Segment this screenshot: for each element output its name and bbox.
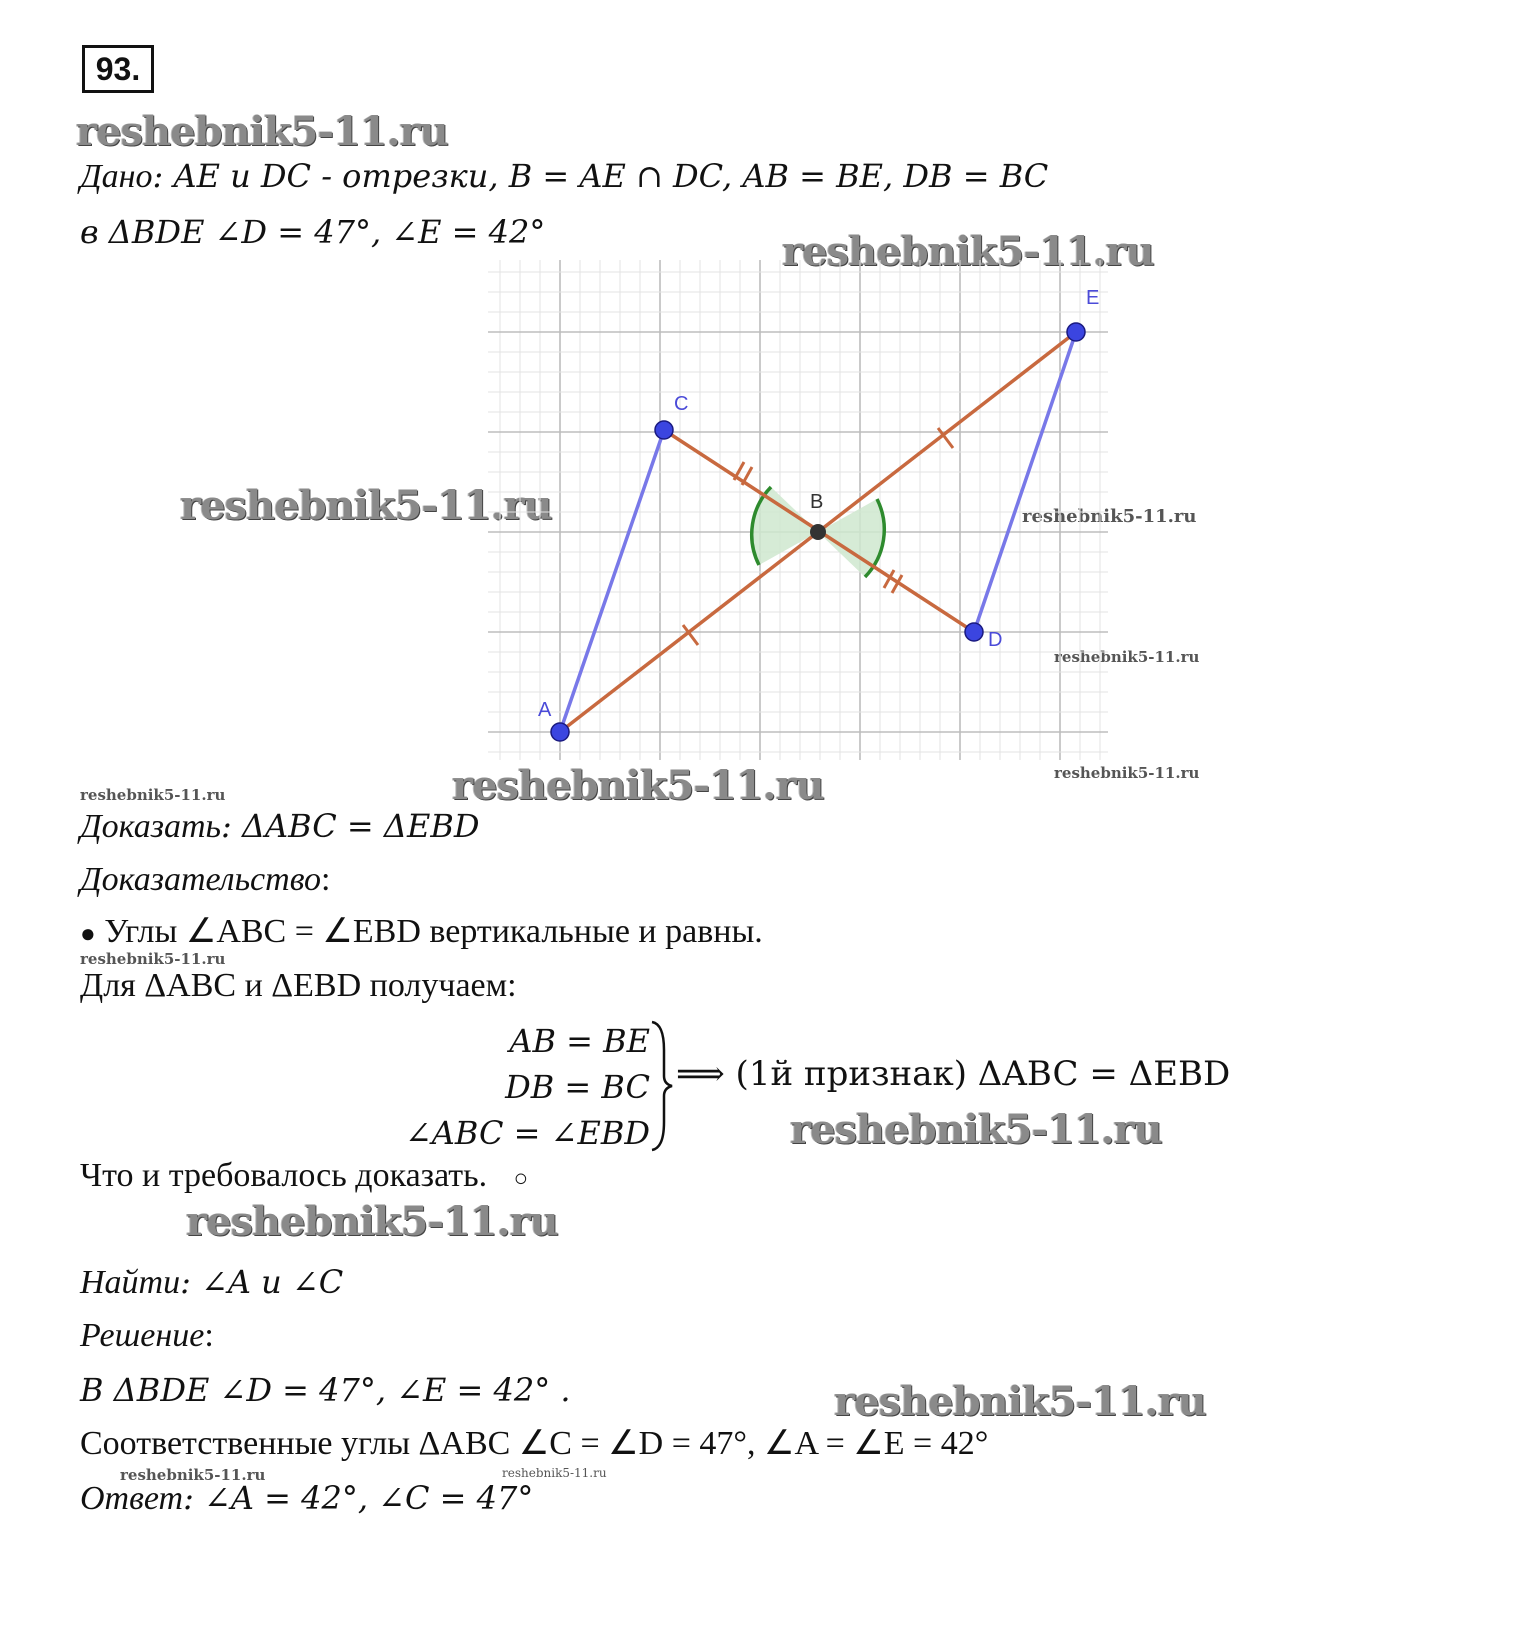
watermark: reshebnik5-11.ru	[186, 1198, 558, 1245]
point-c	[655, 421, 673, 439]
watermark: reshebnik5-11.ru	[180, 482, 552, 529]
watermark: reshebnik5-11.ru	[1054, 764, 1200, 782]
point-d	[965, 623, 983, 641]
point-b	[810, 524, 826, 540]
given-line-2: в ΔBDE ∠D = 47°, ∠E = 42°	[80, 213, 546, 251]
proof-line-1-text: Углы ∠ABC = ∠EBD вертикальные и равны.	[104, 913, 763, 950]
segment-ac	[560, 430, 664, 732]
watermark: reshebnik5-11.ru	[502, 1466, 607, 1480]
bullet: ●	[80, 919, 96, 948]
system-eq-3: ∠ABC = ∠EBD	[404, 1114, 650, 1152]
solution-colon: :	[204, 1317, 214, 1354]
find-label: Найти	[80, 1264, 181, 1301]
label-d: D	[988, 629, 1003, 651]
label-a: A	[538, 699, 552, 721]
find-line	[80, 1262, 343, 1303]
qed-text: Что и требовалось доказать.	[80, 1157, 488, 1194]
qed-mark: ○	[513, 1166, 529, 1192]
proof-line-1	[80, 912, 763, 954]
answer-label: Ответ	[80, 1480, 184, 1517]
qed-line	[80, 1156, 528, 1199]
find-text: : ∠A и ∠C	[180, 1263, 344, 1301]
watermark: reshebnik5-11.ru	[76, 108, 448, 155]
watermark: reshebnik5-11.ru	[80, 950, 226, 968]
proof-line-2: Для ΔABC и ΔEBD получаем:	[80, 967, 517, 1004]
watermark: reshebnik5-11.ru	[1054, 648, 1200, 666]
label-e: E	[1086, 287, 1100, 309]
watermark: reshebnik5-11.ru	[834, 1378, 1206, 1425]
proof-colon: :	[321, 861, 331, 898]
given-text: : AE и DC - отрезки, B = AE ∩ DC, AB = BE, DB = BC	[152, 157, 1049, 195]
watermark: reshebnik5-11.ru	[120, 1466, 266, 1484]
solution-line-2: Соответственные углы ΔABC ∠C = ∠D = 47°, ∠A = ∠E = 42°	[80, 1425, 989, 1462]
label-b: B	[810, 491, 824, 513]
prove-line	[80, 806, 480, 847]
watermark: reshebnik5-11.ru	[1022, 506, 1197, 527]
system-eq-1: AB = BE	[509, 1022, 650, 1060]
prove-label: Доказать	[80, 808, 221, 845]
geometry-figure	[488, 260, 1148, 780]
problem-number: 93.	[82, 45, 154, 93]
system-eq-2: DB = BC	[505, 1068, 650, 1106]
solution-line-1: В ΔBDE ∠D = 47°, ∠E = 42° .	[80, 1371, 571, 1409]
answer-line	[80, 1478, 533, 1519]
point-e	[1067, 323, 1085, 341]
point-a	[551, 723, 569, 741]
label-c: C	[674, 393, 689, 415]
given-label: Дано	[80, 158, 153, 195]
solution-label: Решение	[80, 1317, 205, 1354]
watermark: reshebnik5-11.ru	[80, 786, 226, 804]
answer-text: : ∠A = 42°, ∠C = 47°	[183, 1479, 534, 1517]
equation-system	[396, 1018, 650, 1156]
solution-heading	[80, 1316, 214, 1356]
proof-heading	[80, 860, 330, 900]
watermark: reshebnik5-11.ru	[782, 228, 1154, 275]
system-conclusion: ⟹ (1й признак) ΔABC = ΔEBD	[676, 1054, 1231, 1094]
watermark: reshebnik5-11.ru	[452, 762, 824, 809]
right-brace	[648, 1020, 674, 1152]
proof-label: Доказательство	[80, 861, 322, 898]
prove-text: : ΔABC = ΔEBD	[220, 807, 480, 845]
watermark: reshebnik5-11.ru	[790, 1106, 1162, 1153]
given-line-1	[80, 156, 1048, 197]
